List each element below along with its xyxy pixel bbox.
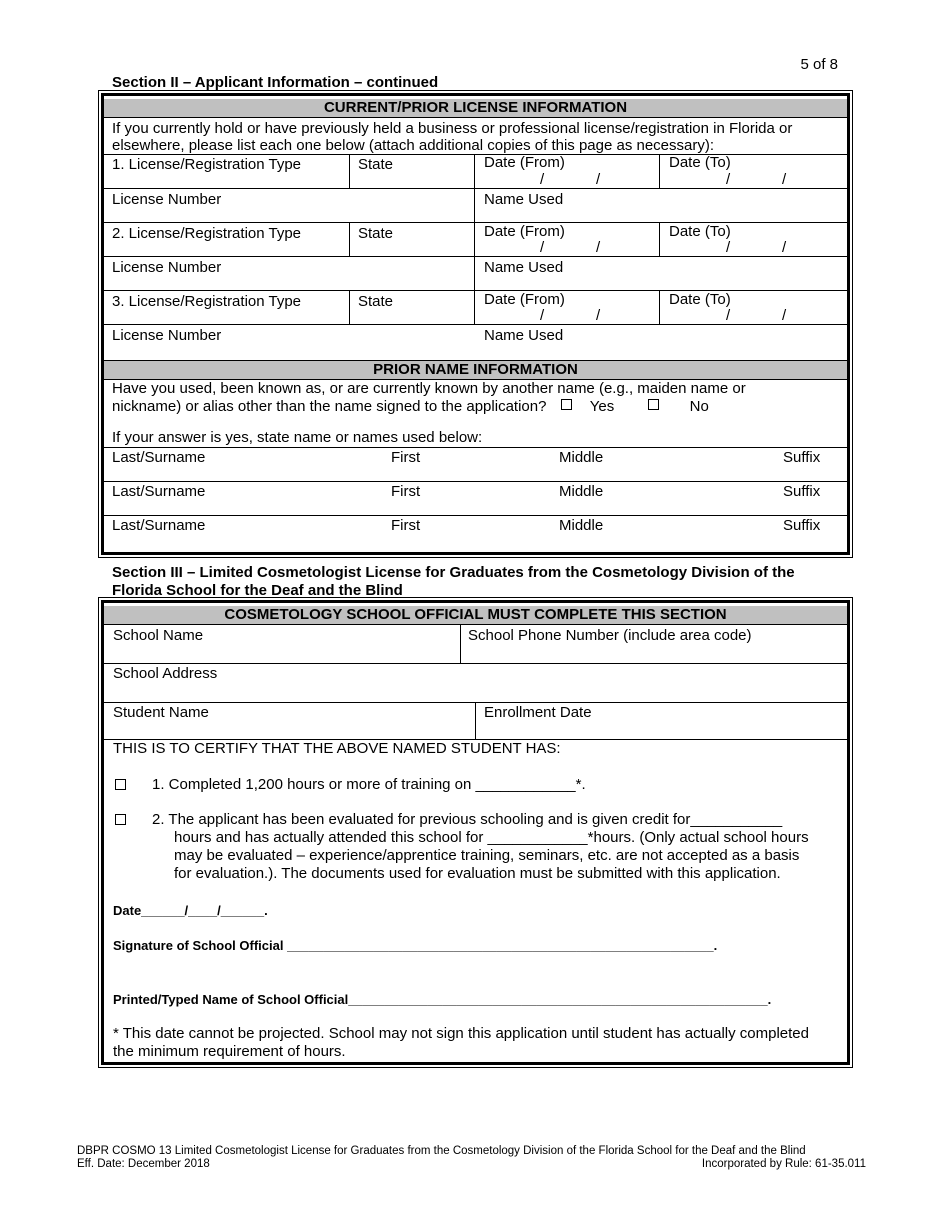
license-2-number[interactable]: License Number xyxy=(112,259,222,276)
license-1-date-to[interactable]: Date (To) xyxy=(669,154,731,171)
signature-line[interactable]: Signature of School Official ___________________________________________________________. xyxy=(113,938,718,953)
school-phone-field[interactable]: School Phone Number (include area code) xyxy=(468,627,752,644)
license-3-number[interactable]: License Number xyxy=(112,327,222,344)
name-2-last[interactable]: Last/Surname xyxy=(112,483,206,500)
license-1-name-used[interactable]: Name Used xyxy=(484,191,564,208)
license-3-state[interactable]: State xyxy=(358,293,394,310)
name-3-last[interactable]: Last/Surname xyxy=(112,517,206,534)
license-1-number[interactable]: License Number xyxy=(112,191,222,208)
name-3-middle[interactable]: Middle xyxy=(559,517,604,534)
license-3-date-from[interactable]: Date (From) xyxy=(484,291,565,308)
no-checkbox[interactable] xyxy=(648,399,659,410)
license-3-type[interactable]: 3. License/Registration Type xyxy=(112,293,302,310)
section-2-title: Section II – Applicant Information – continued xyxy=(112,74,439,91)
section-3-box xyxy=(101,600,850,1065)
name-1-suffix[interactable]: Suffix xyxy=(783,449,821,466)
footer-eff-date: Eff. Date: December 2018 xyxy=(77,1158,210,1170)
item-2-checkbox[interactable] xyxy=(115,814,126,825)
school-name-field[interactable]: School Name xyxy=(113,627,204,644)
prior-name-if-yes: If your answer is yes, state name or names used below: xyxy=(112,429,483,446)
enrollment-date-field[interactable]: Enrollment Date xyxy=(484,704,592,721)
name-1-middle[interactable]: Middle xyxy=(559,449,604,466)
prior-name-question-1: Have you used, been known as, or are currently known by another name (e.g., maiden name or xyxy=(112,380,746,397)
license-2-name-used[interactable]: Name Used xyxy=(484,259,564,276)
footer-rule: Incorporated by Rule: 61-35.011 xyxy=(701,1158,866,1170)
certify-statement: THIS IS TO CERTIFY THAT THE ABOVE NAMED STUDENT HAS: xyxy=(113,740,561,757)
footer-form-title: DBPR COSMO 13 Limited Cosmetologist License for Graduates from the Cosmetology Division of the Florida School for the Deaf and the Blind xyxy=(77,1145,806,1157)
prior-name-question-2: nickname) or alias other than the name signed to the application? Yes No xyxy=(112,398,709,415)
license-intro-line1: If you currently hold or have previously held a business or professional license/registration in Florida or xyxy=(112,120,793,137)
item-1-checkbox[interactable] xyxy=(115,779,126,790)
school-official-header: COSMETOLOGY SCHOOL OFFICIAL MUST COMPLETE THIS SECTION xyxy=(104,606,847,625)
license-1-state[interactable]: State xyxy=(358,156,394,173)
item-2-line-2: hours and has actually attended this school for ____________*hours. (Only actual school hours xyxy=(174,829,809,846)
note-line-1: * This date cannot be projected. School may not sign this application until student has actually completed xyxy=(113,1025,809,1042)
item-2-line-4: for evaluation.). The documents used for evaluation must be submitted with this application. xyxy=(174,865,781,882)
license-3-date-to[interactable]: Date (To) xyxy=(669,291,731,308)
printed-name-line[interactable]: Printed/Typed Name of School Official__________________________________________________________. xyxy=(113,992,772,1007)
license-info-header: CURRENT/PRIOR LICENSE INFORMATION xyxy=(104,99,847,118)
section-3-title-2: Florida School for the Deaf and the Blind xyxy=(112,582,403,599)
license-2-date-to[interactable]: Date (To) xyxy=(669,223,731,240)
prior-name-header: PRIOR NAME INFORMATION xyxy=(104,361,847,380)
note-line-2: the minimum requirement of hours. xyxy=(113,1043,346,1060)
license-3-name-used[interactable]: Name Used xyxy=(484,327,564,344)
section-3-title-1: Section III – Limited Cosmetologist License for Graduates from the Cosmetology Division of the xyxy=(112,564,795,581)
name-2-middle[interactable]: Middle xyxy=(559,483,604,500)
license-1-date-from[interactable]: Date (From) xyxy=(484,154,565,171)
name-1-last[interactable]: Last/Surname xyxy=(112,449,206,466)
name-3-first[interactable]: First xyxy=(391,517,421,534)
yes-checkbox[interactable] xyxy=(561,399,572,410)
name-2-suffix[interactable]: Suffix xyxy=(783,483,821,500)
page-number: 5 of 8 xyxy=(800,56,838,73)
school-address-field[interactable]: School Address xyxy=(113,665,218,682)
name-3-suffix[interactable]: Suffix xyxy=(783,517,821,534)
name-2-first[interactable]: First xyxy=(391,483,421,500)
item-2-line-1: 2. The applicant has been evaluated for previous schooling and is given credit for___________ xyxy=(152,811,783,828)
license-2-date-from[interactable]: Date (From) xyxy=(484,223,565,240)
name-1-first[interactable]: First xyxy=(391,449,421,466)
student-name-field[interactable]: Student Name xyxy=(113,704,209,721)
license-2-type[interactable]: 2. License/Registration Type xyxy=(112,225,302,242)
item-2-line-3: may be evaluated – experience/apprentice training, seminars, etc. are not accepted as a basis xyxy=(174,847,800,864)
license-1-type[interactable]: 1. License/Registration Type xyxy=(112,156,302,173)
section-2-box: CURRENT/PRIOR LICENSE INFORMATION If you currently hold or have previously held a business or professional license/registration in Florida or elsewhere, please list each one below (attach additional copies of this page as necessary): 1. License/Registration Type State Date (From) / / Date (To) / / License Number Name Used 2. License/Registration Type State Date (From) / / Date (To) / / License Number Name Used 3. License/Registration Type State Date (From) / / Date (To) / / License Number Name Used PRIOR NAME INFORMATION Have you used, been known as, or are currently known by another name (e.g., maiden name or nickname) or alias other than the name signed to the application? Yes No If your answer is yes, state name or names used below: Last/Surname First Middle Suffix Last/Surname First Middle Suffix Last/Surname First Middle Suffix xyxy=(101,93,850,555)
license-2-state[interactable]: State xyxy=(358,225,394,242)
item-1-text: 1. Completed 1,200 hours or more of training on ____________*. xyxy=(152,776,586,793)
date-line[interactable]: Date______/____/______. xyxy=(113,903,268,918)
license-intro-line2: elsewhere, please list each one below (attach additional copies of this page as necessary): xyxy=(112,137,715,154)
